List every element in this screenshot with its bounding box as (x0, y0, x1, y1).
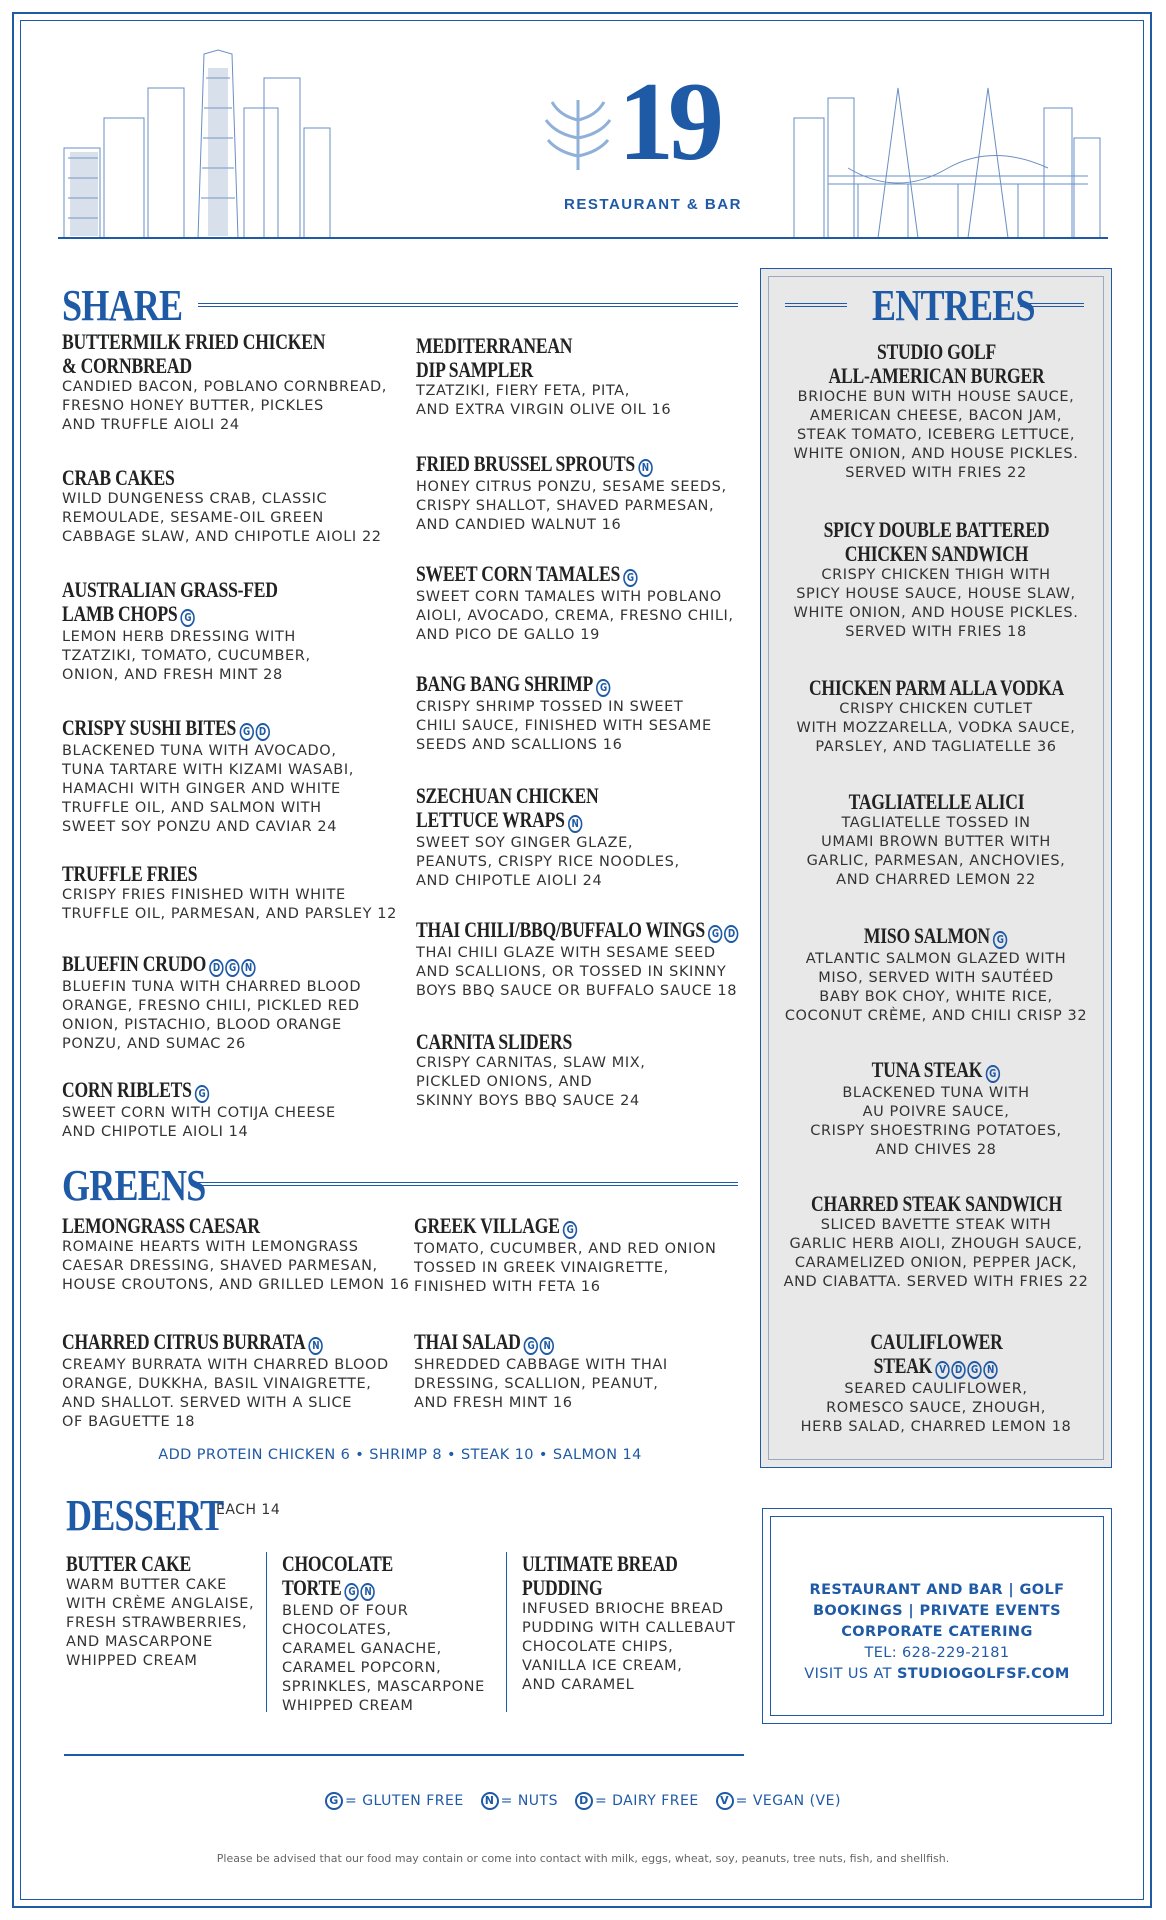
dietary-icons (309, 1332, 325, 1356)
menu-item-name-line: TRUFFLE FRIES (62, 861, 198, 886)
legend-vegan-label: = VEGAN (VE) (735, 1793, 841, 1809)
menu-item-name-line: ULTIMATE BREAD (522, 1551, 678, 1576)
menu-item-description: WARM BUTTER CAKE WITH CRÈME ANGLAISE, FRESH STRAWBERRIES, AND MASCARPONE WHIPPED CREAM (66, 1577, 255, 1669)
menu-item-name (62, 330, 342, 378)
menu-item-description: SHREDDED CABBAGE WITH THAI DRESSING, SCALLION, PEANUT, AND FRESH MINT 16 (414, 1356, 668, 1411)
menu-item-name (62, 578, 342, 628)
info-line-1: RESTAURANT AND BAR | GOLF (809, 1582, 1065, 1598)
menu-item-name-line: AUSTRALIAN GRASS-FED (62, 577, 278, 602)
left-skyline-illustration (58, 48, 378, 240)
menu-item-description: CRISPY FRIES FINISHED WITH WHITE TRUFFLE OIL, PARMESAN, AND PARSLEY 12 (62, 887, 397, 922)
menu-item (414, 1214, 754, 1297)
menu-item-name-line: CHOCOLATE (282, 1551, 393, 1576)
dietary-icons (596, 674, 612, 698)
dietary-icons (209, 954, 257, 978)
dietary-icons (935, 1356, 999, 1380)
header (58, 48, 1108, 240)
menu-item-description: SWEET SOY GINGER GLAZE, PEANUTS, CRISPY RICE NOODLES, AND CHIPOTLE AIOLI 24 (416, 834, 680, 889)
menu-item-name-line: FRIED BRUSSEL SPROUTS (416, 451, 635, 476)
menu-item-name (778, 1330, 1094, 1380)
menu-item-description: CRISPY CARNITAS, SLAW MIX, PICKLED ONIONS, AND SKINNY BOYS BBQ SAUCE 24 (416, 1055, 646, 1109)
menu-item-name (522, 1552, 706, 1600)
dairy-free-icon: D (575, 1792, 593, 1810)
dessert-each-price: EACH 14 (216, 1502, 281, 1518)
menu-item-description: CREAMY BURRATA WITH CHARRED BLOOD ORANGE, DUKKHA, BASIL VINAIGRETTE, AND SHALLOT. SERVED WITH A SLICE OF BAGUETTE 18 (62, 1356, 389, 1430)
menu-item (62, 862, 412, 924)
legend-vegan (716, 1793, 841, 1809)
menu-item-name (62, 1330, 342, 1356)
menu-item (66, 1552, 266, 1671)
menu-item-name-line: THAI SALAD (414, 1329, 521, 1354)
menu-item-name (414, 1330, 686, 1356)
dietary-icons (993, 926, 1009, 950)
menu-item-name (62, 1078, 342, 1104)
dietary-icons (638, 454, 654, 478)
menu-item-name (778, 790, 1094, 814)
dairy-free-icon: D (209, 959, 223, 977)
menu-item (62, 952, 412, 1054)
menu-item-name-line: CORN RIBLETS (62, 1077, 192, 1102)
menu-item-name-line: MEDITERRANEAN (416, 333, 573, 358)
menu-item (778, 676, 1094, 757)
bottom-rule (64, 1754, 744, 1756)
menu-item-name-line: CHICKEN SANDWICH (844, 541, 1028, 566)
dietary-icons (568, 810, 584, 834)
menu-item-name-line: LEMONGRASS CAESAR (62, 1213, 260, 1238)
gluten-free-icon: G (708, 925, 722, 943)
nuts-icon: N (481, 1792, 499, 1810)
menu-item-name-line: BLUEFIN CRUDO (62, 951, 207, 976)
menu-item (416, 1030, 756, 1111)
gluten-free-icon: G (985, 1065, 999, 1083)
menu-item (778, 518, 1094, 642)
menu-item-name-line: SPICY DOUBLE BATTERED (823, 517, 1049, 542)
menu-item-name (778, 1058, 1094, 1084)
menu-item (778, 790, 1094, 890)
menu-item-name (416, 1030, 688, 1054)
menu-item-name (778, 518, 1094, 566)
info-text (770, 1580, 1104, 1685)
dietary-icons (708, 920, 740, 944)
gluten-free-icon: G (563, 1221, 577, 1239)
menu-item (414, 1330, 754, 1413)
menu-item-name (416, 672, 688, 698)
menu-item (416, 334, 756, 420)
nuts-icon: N (540, 1337, 554, 1355)
menu-item-description: THAI CHILI GLAZE WITH SESAME SEED AND SCALLIONS, OR TOSSED IN SKINNY BOYS BBQ SAUCE OR BUFFALO SAUCE 18 (416, 944, 738, 999)
menu-item-name-line: SWEET CORN TAMALES (416, 561, 621, 586)
menu-item-name (282, 1552, 458, 1602)
share-rule (198, 303, 738, 307)
menu-item-name-line: & CORNBREAD (62, 353, 192, 378)
gluten-free-icon: G (181, 609, 195, 627)
menu-item (522, 1552, 752, 1695)
dessert-heading: DESSERT (66, 1491, 224, 1540)
menu-item (62, 1078, 412, 1142)
info-line-3: CORPORATE CATERING (841, 1624, 1033, 1640)
menu-item-name-line: CRISPY SUSHI BITES (62, 715, 237, 740)
menu-item-name-line: CRAB CAKES (62, 465, 175, 490)
menu-item (62, 330, 412, 435)
menu-item-name (778, 924, 1094, 950)
menu-item-name-line: LAMB CHOPS (62, 601, 178, 626)
nuts-icon: N (983, 1361, 997, 1379)
menu-item-description: LEMON HERB DRESSING WITH TZATZIKI, TOMATO, CUCUMBER, ONION, AND FRESH MINT 28 (62, 628, 311, 683)
menu-item-name (416, 452, 688, 478)
logo-subtitle: RESTAURANT & BAR (564, 196, 742, 213)
gluten-free-icon: G (967, 1361, 981, 1379)
menu-item-name (778, 676, 1094, 700)
right-skyline-illustration (788, 48, 1108, 240)
gluten-free-icon: G (225, 959, 239, 977)
dairy-free-icon: D (951, 1361, 965, 1379)
menu-item-description: SWEET CORN TAMALES WITH POBLANO AIOLI, AVOCADO, CREMA, FRESNO CHILI, AND PICO DE GALLO 19 (416, 588, 734, 643)
gluten-free-icon: G (345, 1583, 359, 1601)
dietary-icons (524, 1332, 556, 1356)
menu-item-name (778, 1192, 1094, 1216)
menu-item (778, 1058, 1094, 1160)
menu-item (778, 340, 1094, 483)
dairy-free-icon: D (255, 723, 269, 741)
nuts-icon: N (638, 459, 652, 477)
menu-item-name (416, 562, 688, 588)
menu-item-description: SLICED BAVETTE STEAK WITH GARLIC HERB AIOLI, ZHOUGH SAUCE, CARAMELIZED ONION, PEPPER JACK, AND CIABATTA. SERVED WITH FRIES 22 (783, 1217, 1089, 1290)
dietary-icons (563, 1216, 579, 1240)
menu-item (778, 924, 1094, 1026)
nuts-icon: N (309, 1337, 323, 1355)
header-baseline (58, 237, 1108, 239)
menu-item-name (62, 466, 342, 490)
gluten-free-icon: G (239, 723, 253, 741)
info-website-link[interactable]: STUDIOGOLFSF.COM (896, 1666, 1070, 1682)
menu-item-name (416, 917, 735, 944)
logo-number: 19 (618, 60, 718, 184)
gluten-free-icon: G (993, 931, 1007, 949)
gluten-free-icon: G (623, 569, 637, 587)
dessert-divider-1 (266, 1552, 267, 1712)
dietary-icons (239, 718, 271, 742)
menu-item (62, 1330, 412, 1432)
menu-item (62, 716, 412, 837)
legend-nuts-label: = NUTS (500, 1793, 558, 1809)
entrees-rule-right (1020, 303, 1084, 307)
gluten-free-icon: G (325, 1792, 343, 1810)
menu-item (778, 1192, 1094, 1292)
legend-gluten (325, 1793, 464, 1809)
menu-item (62, 466, 412, 547)
dessert-divider-2 (506, 1552, 507, 1712)
menu-item-name-line: BANG BANG SHRIMP (416, 671, 594, 696)
gluten-free-icon: G (596, 679, 610, 697)
menu-item-description: BLUEFIN TUNA WITH CHARRED BLOOD ORANGE, FRESNO CHILI, PICKLED RED ONION, PISTACHIO, BLOOD ORANGE PONZU, AND SUMAC 26 (62, 978, 362, 1052)
menu-item-name (778, 340, 1094, 388)
menu-item-name (62, 1214, 342, 1238)
allergen-legend (0, 1792, 1166, 1810)
menu-item-name-line: MISO SALMON (863, 923, 990, 948)
menu-item-description: TAGLIATELLE TOSSED IN UMAMI BROWN BUTTER WITH GARLIC, PARMESAN, ANCHOVIES, AND CHARRED LEMON 22 (806, 815, 1066, 888)
menu-item-name-line: THAI CHILI/BBQ/BUFFALO WINGS (416, 917, 705, 942)
menu-item-name-line: SZECHUAN CHICKEN (416, 783, 599, 808)
menu-item-name-line: CHARRED CITRUS BURRATA (62, 1329, 306, 1354)
nuts-icon: N (241, 959, 255, 977)
menu-item-name-line: ALL-AMERICAN BURGER (828, 363, 1044, 388)
dietary-icons (195, 1080, 211, 1104)
menu-item (282, 1552, 502, 1716)
logo (498, 60, 808, 226)
menu-item-description: TOMATO, CUCUMBER, AND RED ONION TOSSED IN GREEK VINAIGRETTE, FINISHED WITH FETA 16 (414, 1240, 717, 1295)
menu-item-name-line: BUTTER CAKE (66, 1551, 191, 1576)
menu-item (778, 1330, 1094, 1437)
menu-item (62, 578, 412, 685)
greens-heading: GREENS (62, 1161, 206, 1210)
nuts-icon: N (361, 1583, 375, 1601)
share-heading: SHARE (62, 281, 183, 330)
add-protein-note: ADD PROTEIN CHICKEN 6 • SHRIMP 8 • STEAK 10 • SALMON 14 (158, 1447, 642, 1463)
greens-rule (198, 1182, 738, 1186)
menu-item-description: SEARED CAULIFLOWER, ROMESCO SAUCE, ZHOUGH, HERB SALAD, CHARRED LEMON 18 (800, 1380, 1072, 1435)
menu-item-name-line: TORTE (282, 1575, 342, 1600)
menu-item-name-line: PUDDING (522, 1575, 603, 1600)
dairy-free-icon: D (724, 925, 738, 943)
menu-item (416, 784, 756, 891)
dietary-icons (623, 564, 639, 588)
menu-item (62, 1214, 412, 1295)
menu-item-name-line: TUNA STEAK (871, 1057, 982, 1082)
menu-item-name-line: TAGLIATELLE ALICI (848, 789, 1024, 814)
entrees-heading: ENTREES (872, 281, 1035, 330)
menu-item-name (66, 1552, 226, 1576)
menu-item-name (416, 334, 688, 382)
vegan-icon: V (716, 1792, 734, 1810)
legend-nuts (481, 1793, 558, 1809)
leaf-logo-icon (538, 90, 618, 180)
menu-item-name (62, 716, 342, 742)
gluten-free-icon: G (195, 1085, 209, 1103)
menu-item-name (416, 784, 688, 834)
legend-dairy (575, 1793, 699, 1809)
menu-item-description: CANDIED BACON, POBLANO CORNBREAD, FRESNO HONEY BUTTER, PICKLES AND TRUFFLE AIOLI 24 (62, 379, 387, 433)
menu-item-name-line: GREEK VILLAGE (414, 1213, 560, 1238)
menu-item-description: ATLANTIC SALMON GLAZED WITH MISO, SERVED WITH SAUTÉED BABY BOK CHOY, WHITE RICE, COCONUT CRÈME, AND CHILI CRISP 32 (784, 950, 1088, 1024)
menu-item-description: CRISPY CHICKEN THIGH WITH SPICY HOUSE SAUCE, HOUSE SLAW, WHITE ONION, AND HOUSE PICKLES. SERVED WITH FRIES 18 (793, 567, 1079, 640)
vegan-icon: V (935, 1361, 949, 1379)
info-visit-prefix: VISIT US AT (804, 1666, 897, 1682)
menu-item-name (62, 862, 342, 886)
menu-item-name-line: CARNITA SLIDERS (416, 1029, 572, 1054)
menu-item-description: INFUSED BRIOCHE BREAD PUDDING WITH CALLEBAUT CHOCOLATE CHIPS, VANILLA ICE CREAM, AND CARAMEL (522, 1601, 736, 1693)
menu-item (416, 672, 756, 755)
gluten-free-icon: G (524, 1337, 538, 1355)
allergy-disclaimer: Please be advised that our food may contain or come into contact with milk, eggs, wheat, soy, peanuts, tree nuts, fish, and shellfish. (216, 1852, 950, 1865)
menu-item-name-line: CHARRED STEAK SANDWICH (810, 1191, 1062, 1216)
menu-item-description: TZATZIKI, FIERY FETA, PITA, AND EXTRA VIRGIN OLIVE OIL 16 (416, 383, 672, 418)
menu-item-description: ROMAINE HEARTS WITH LEMONGRASS CAESAR DRESSING, SHAVED PARMESAN, HOUSE CROUTONS, AND GRILLED LEMON 16 (62, 1239, 410, 1293)
dietary-icons (181, 604, 197, 628)
menu-item-name-line: DIP SAMPLER (416, 357, 534, 382)
menu-item-name-line: LETTUCE WRAPS (416, 807, 565, 832)
dietary-icons (985, 1060, 1001, 1084)
entrees-rule-left (785, 303, 847, 307)
menu-item-name-line: CAULIFLOWER (869, 1329, 1003, 1354)
menu-item-name-line: BUTTERMILK FRIED CHICKEN (62, 329, 326, 354)
menu-item-description: WILD DUNGENESS CRAB, CLASSIC REMOULADE, SESAME-OIL GREEN CABBAGE SLAW, AND CHIPOTLE AIOLI 22 (62, 491, 382, 545)
nuts-icon: N (568, 815, 582, 833)
menu-item-name-line: STEAK (873, 1353, 932, 1378)
menu-item-description: SWEET CORN WITH COTIJA CHEESE AND CHIPOTLE AIOLI 14 (62, 1104, 336, 1140)
menu-item-name (62, 952, 342, 978)
menu-item (416, 918, 756, 1001)
menu-item-description: BLEND OF FOUR CHOCOLATES, CARAMEL GANACHE, CARAMEL POPCORN, SPRINKLES, MASCARPONE WHIPPED CREAM (282, 1602, 485, 1714)
menu-item-description: CRISPY SHRIMP TOSSED IN SWEET CHILI SAUCE, FINISHED WITH SESAME SEEDS AND SCALLIONS 16 (416, 698, 712, 753)
menu-item-description: BLACKENED TUNA WITH AU POIVRE SAUCE, CRISPY SHOESTRING POTATOES, AND CHIVES 28 (810, 1084, 1062, 1158)
menu-item-name-line: CHICKEN PARM ALLA VODKA (808, 675, 1064, 700)
legend-dairy-label: = DAIRY FREE (594, 1793, 699, 1809)
info-line-2: BOOKINGS | PRIVATE EVENTS (812, 1603, 1062, 1619)
menu-item (416, 562, 756, 645)
menu-item-description: BRIOCHE BUN WITH HOUSE SAUCE, AMERICAN CHEESE, BACON JAM, STEAK TOMATO, ICEBERG LETTUCE, WHITE ONION, AND HOUSE PICKLES. SERVED WITH FRIES 22 (793, 389, 1079, 481)
menu-item-description: HONEY CITRUS PONZU, SESAME SEEDS, CRISPY SHALLOT, SHAVED PARMESAN, AND CANDIED WALNUT 16 (416, 478, 727, 533)
menu-item-name (414, 1214, 686, 1240)
menu-item-description: BLACKENED TUNA WITH AVOCADO, TUNA TARTARE WITH KIZAMI WASABI, HAMACHI WITH GINGER AND WHITE TRUFFLE OIL, AND SALMON WITH SWEET SOY PONZU AND CAVIAR 24 (62, 742, 354, 835)
menu-item-name-line: STUDIO GOLF (876, 339, 996, 364)
menu-item-description: CRISPY CHICKEN CUTLET WITH MOZZARELLA, VODKA SAUCE, PARSLEY, AND TAGLIATELLE 36 (796, 701, 1076, 755)
info-tel: TEL: 628-229-2181 (864, 1645, 1010, 1661)
menu-item (416, 452, 756, 535)
legend-gluten-label: = GLUTEN FREE (345, 1793, 464, 1809)
dietary-icons (345, 1578, 377, 1602)
